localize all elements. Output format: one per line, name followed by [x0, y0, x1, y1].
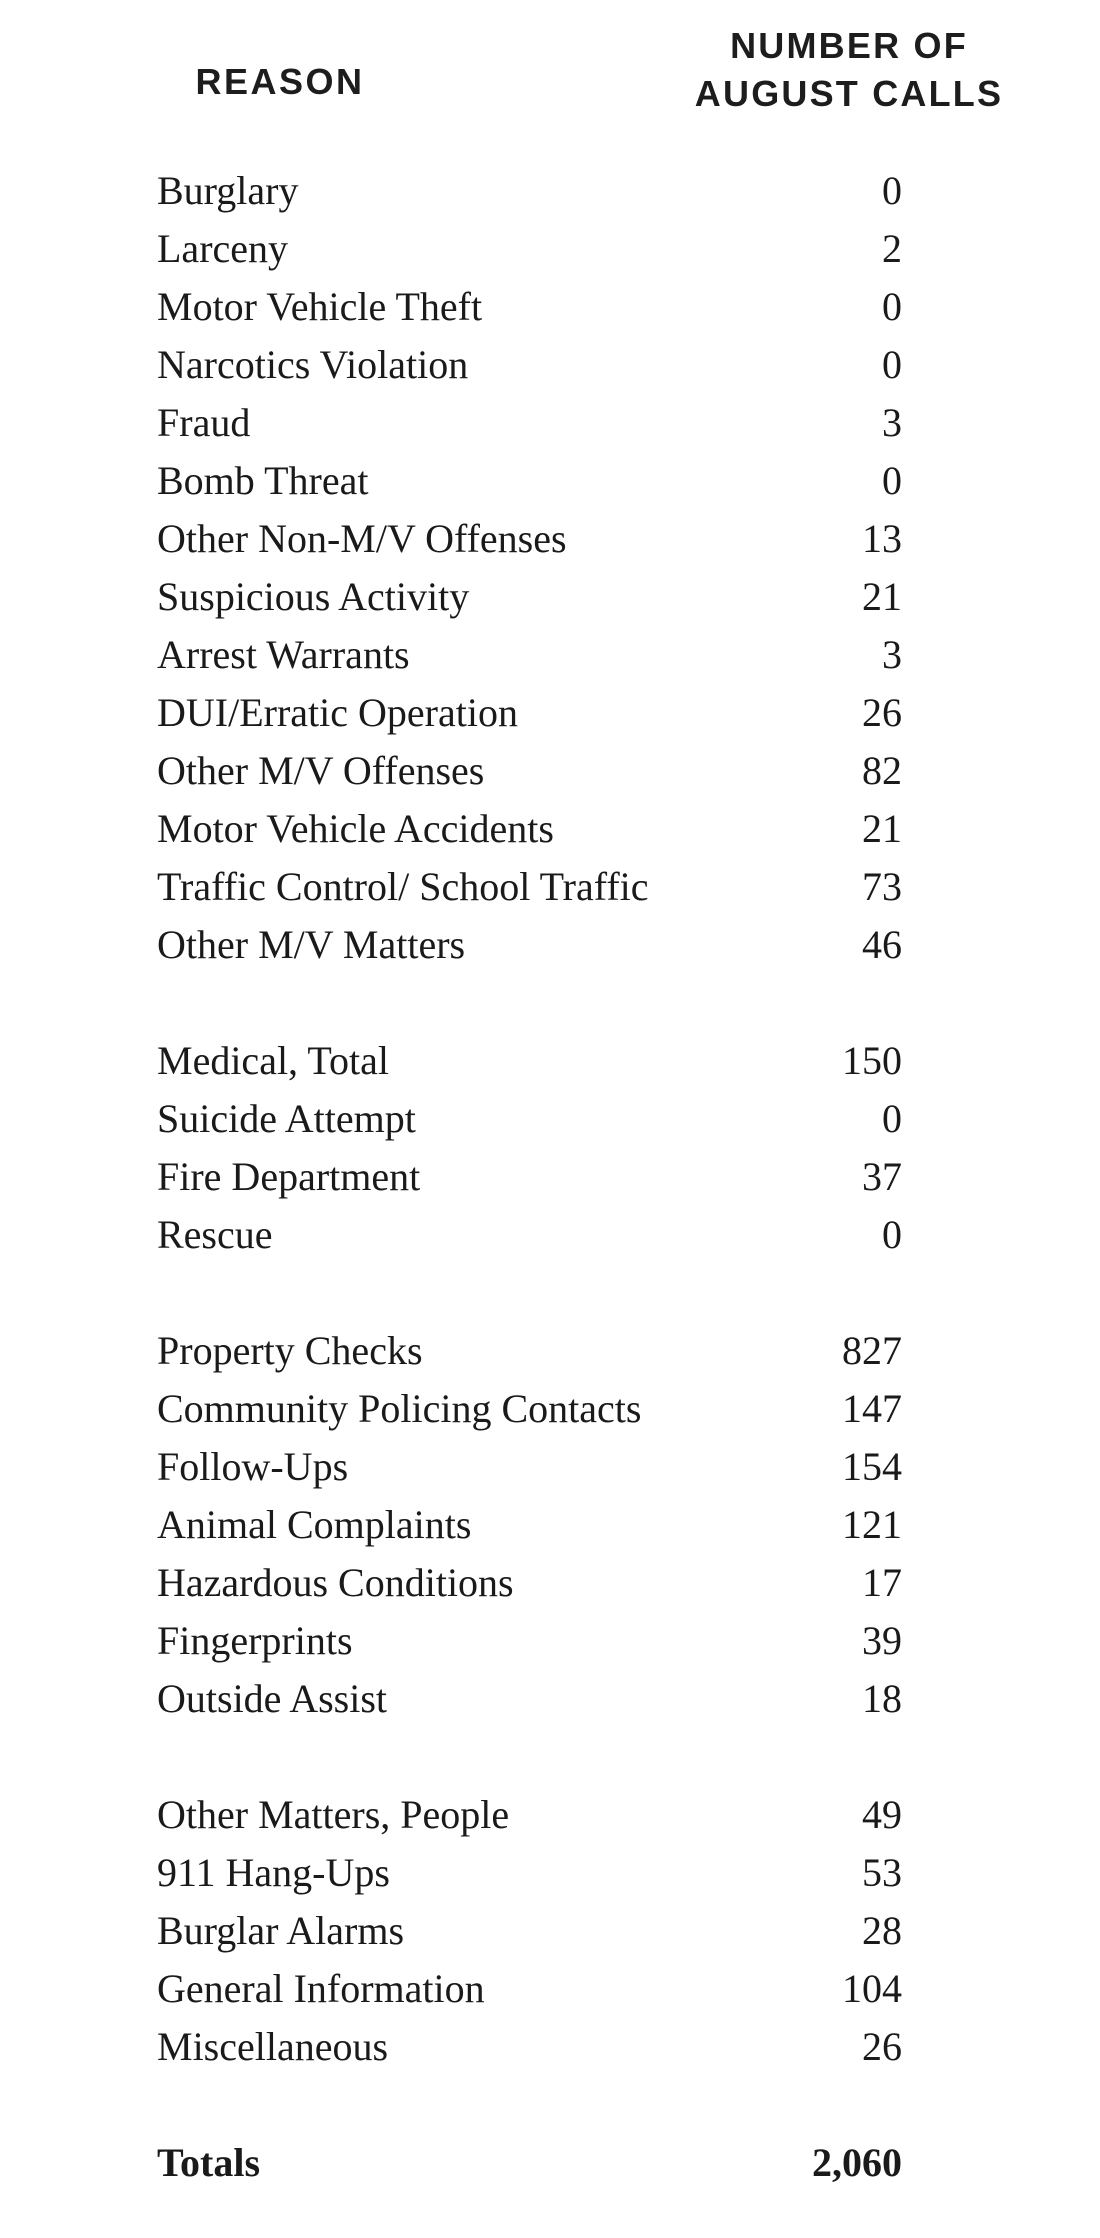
table-row	[0, 220, 1100, 278]
table-row	[0, 684, 1100, 742]
row-label: Outside Assist	[157, 1676, 388, 1721]
row-value: 82	[862, 748, 902, 793]
table-row	[0, 1032, 1100, 1090]
row-label: Bomb Threat	[157, 458, 369, 503]
row-value: 147	[842, 1386, 902, 1431]
column-header-line-2: AUGUST CALLS	[694, 72, 1004, 114]
table-row	[0, 916, 1100, 974]
table-row	[0, 1670, 1100, 1728]
row-label: DUI/Erratic Operation	[157, 690, 518, 735]
row-label: Animal Complaints	[157, 1502, 472, 1547]
table-row	[0, 1148, 1100, 1206]
row-value: 28	[862, 1908, 902, 1953]
column-header-line-1: NUMBER OF	[730, 25, 968, 66]
row-value: 3	[882, 400, 902, 445]
row-value: 26	[862, 2024, 902, 2069]
table-row	[0, 1554, 1100, 1612]
row-label: Suicide Attempt	[157, 1096, 416, 1141]
table-row	[0, 510, 1100, 568]
row-value: 26	[862, 690, 902, 735]
table-row	[0, 1786, 1100, 1844]
table-row	[0, 2018, 1100, 2076]
row-value: 0	[882, 168, 902, 213]
row-value: 21	[862, 806, 902, 851]
row-label: Follow-Ups	[157, 1444, 349, 1489]
table-row	[0, 742, 1100, 800]
table-row	[0, 800, 1100, 858]
table-row-spacer	[0, 1728, 1100, 1786]
row-label: General Information	[157, 1966, 485, 2011]
table-row	[0, 1380, 1100, 1438]
row-value: 0	[882, 1096, 902, 1141]
row-value: 49	[862, 1792, 902, 1837]
row-label: Other Non-M/V Offenses	[157, 516, 567, 561]
table-row-spacer	[0, 974, 1100, 1032]
row-label: 911 Hang-Ups	[157, 1850, 390, 1895]
table-row	[0, 278, 1100, 336]
row-label: Larceny	[157, 226, 289, 271]
row-value: 0	[882, 1212, 902, 1257]
row-value: 0	[882, 458, 902, 503]
row-label: Fire Department	[157, 1154, 421, 1199]
row-label: Narcotics Violation	[157, 342, 469, 387]
row-value: 827	[842, 1328, 902, 1373]
row-label: Hazardous Conditions	[157, 1560, 514, 1605]
table-row	[0, 568, 1100, 626]
row-value: 37	[862, 1154, 902, 1199]
table-row	[0, 1612, 1100, 1670]
row-value: 18	[862, 1676, 902, 1721]
totals-label: Totals	[157, 2140, 261, 2185]
row-value: 73	[862, 864, 902, 909]
row-value: 154	[842, 1444, 902, 1489]
row-value: 39	[862, 1618, 902, 1663]
row-label: Miscellaneous	[157, 2024, 389, 2069]
row-label: Community Policing Contacts	[157, 1386, 642, 1431]
totals-value: 2,060	[812, 2140, 902, 2185]
table-row-spacer	[0, 2076, 1100, 2134]
row-label: Traffic Control/ School Traffic	[157, 864, 649, 909]
row-label: Other Matters, People	[157, 1792, 510, 1837]
row-label: Rescue	[157, 1212, 273, 1257]
row-value: 3	[882, 632, 902, 677]
table-row	[0, 394, 1100, 452]
row-value: 104	[842, 1966, 902, 2011]
row-label: Other M/V Matters	[157, 922, 466, 967]
row-label: Medical, Total	[157, 1038, 389, 1083]
table-row	[0, 1206, 1100, 1264]
table-row-totals	[0, 2134, 1100, 2192]
row-value: 121	[842, 1502, 902, 1547]
table-row	[0, 626, 1100, 684]
row-label: Burglary	[157, 168, 299, 213]
table-row	[0, 162, 1100, 220]
row-value: 46	[862, 922, 902, 967]
row-label: Suspicious Activity	[157, 574, 470, 619]
row-label: Motor Vehicle Accidents	[157, 806, 554, 851]
table-row-spacer	[0, 1264, 1100, 1322]
table-row	[0, 1960, 1100, 2018]
row-value: 150	[842, 1038, 902, 1083]
table-body	[0, 162, 1100, 2192]
row-label: Motor Vehicle Theft	[157, 284, 483, 329]
table-row	[0, 858, 1100, 916]
column-header-reason: REASON	[195, 61, 365, 102]
row-value: 21	[862, 574, 902, 619]
row-value: 2	[882, 226, 902, 271]
table-row	[0, 1438, 1100, 1496]
row-label: Fingerprints	[157, 1618, 353, 1663]
row-value: 0	[882, 342, 902, 387]
table-row	[0, 1090, 1100, 1148]
column-header-number-of-august-calls	[600, 22, 1098, 117]
table-row	[0, 1902, 1100, 1960]
row-label: Burglar Alarms	[157, 1908, 405, 1953]
row-label: Property Checks	[157, 1328, 423, 1373]
row-label: Arrest Warrants	[157, 632, 410, 677]
table-row	[0, 336, 1100, 394]
table-row	[0, 1844, 1100, 1902]
row-value: 13	[862, 516, 902, 561]
table-header	[0, 14, 1100, 124]
table-row	[0, 1322, 1100, 1380]
table-row	[0, 452, 1100, 510]
row-label: Fraud	[157, 400, 251, 445]
row-label: Other M/V Offenses	[157, 748, 485, 793]
row-value: 0	[882, 284, 902, 329]
row-value: 53	[862, 1850, 902, 1895]
row-value: 17	[862, 1560, 902, 1605]
table-row	[0, 1496, 1100, 1554]
